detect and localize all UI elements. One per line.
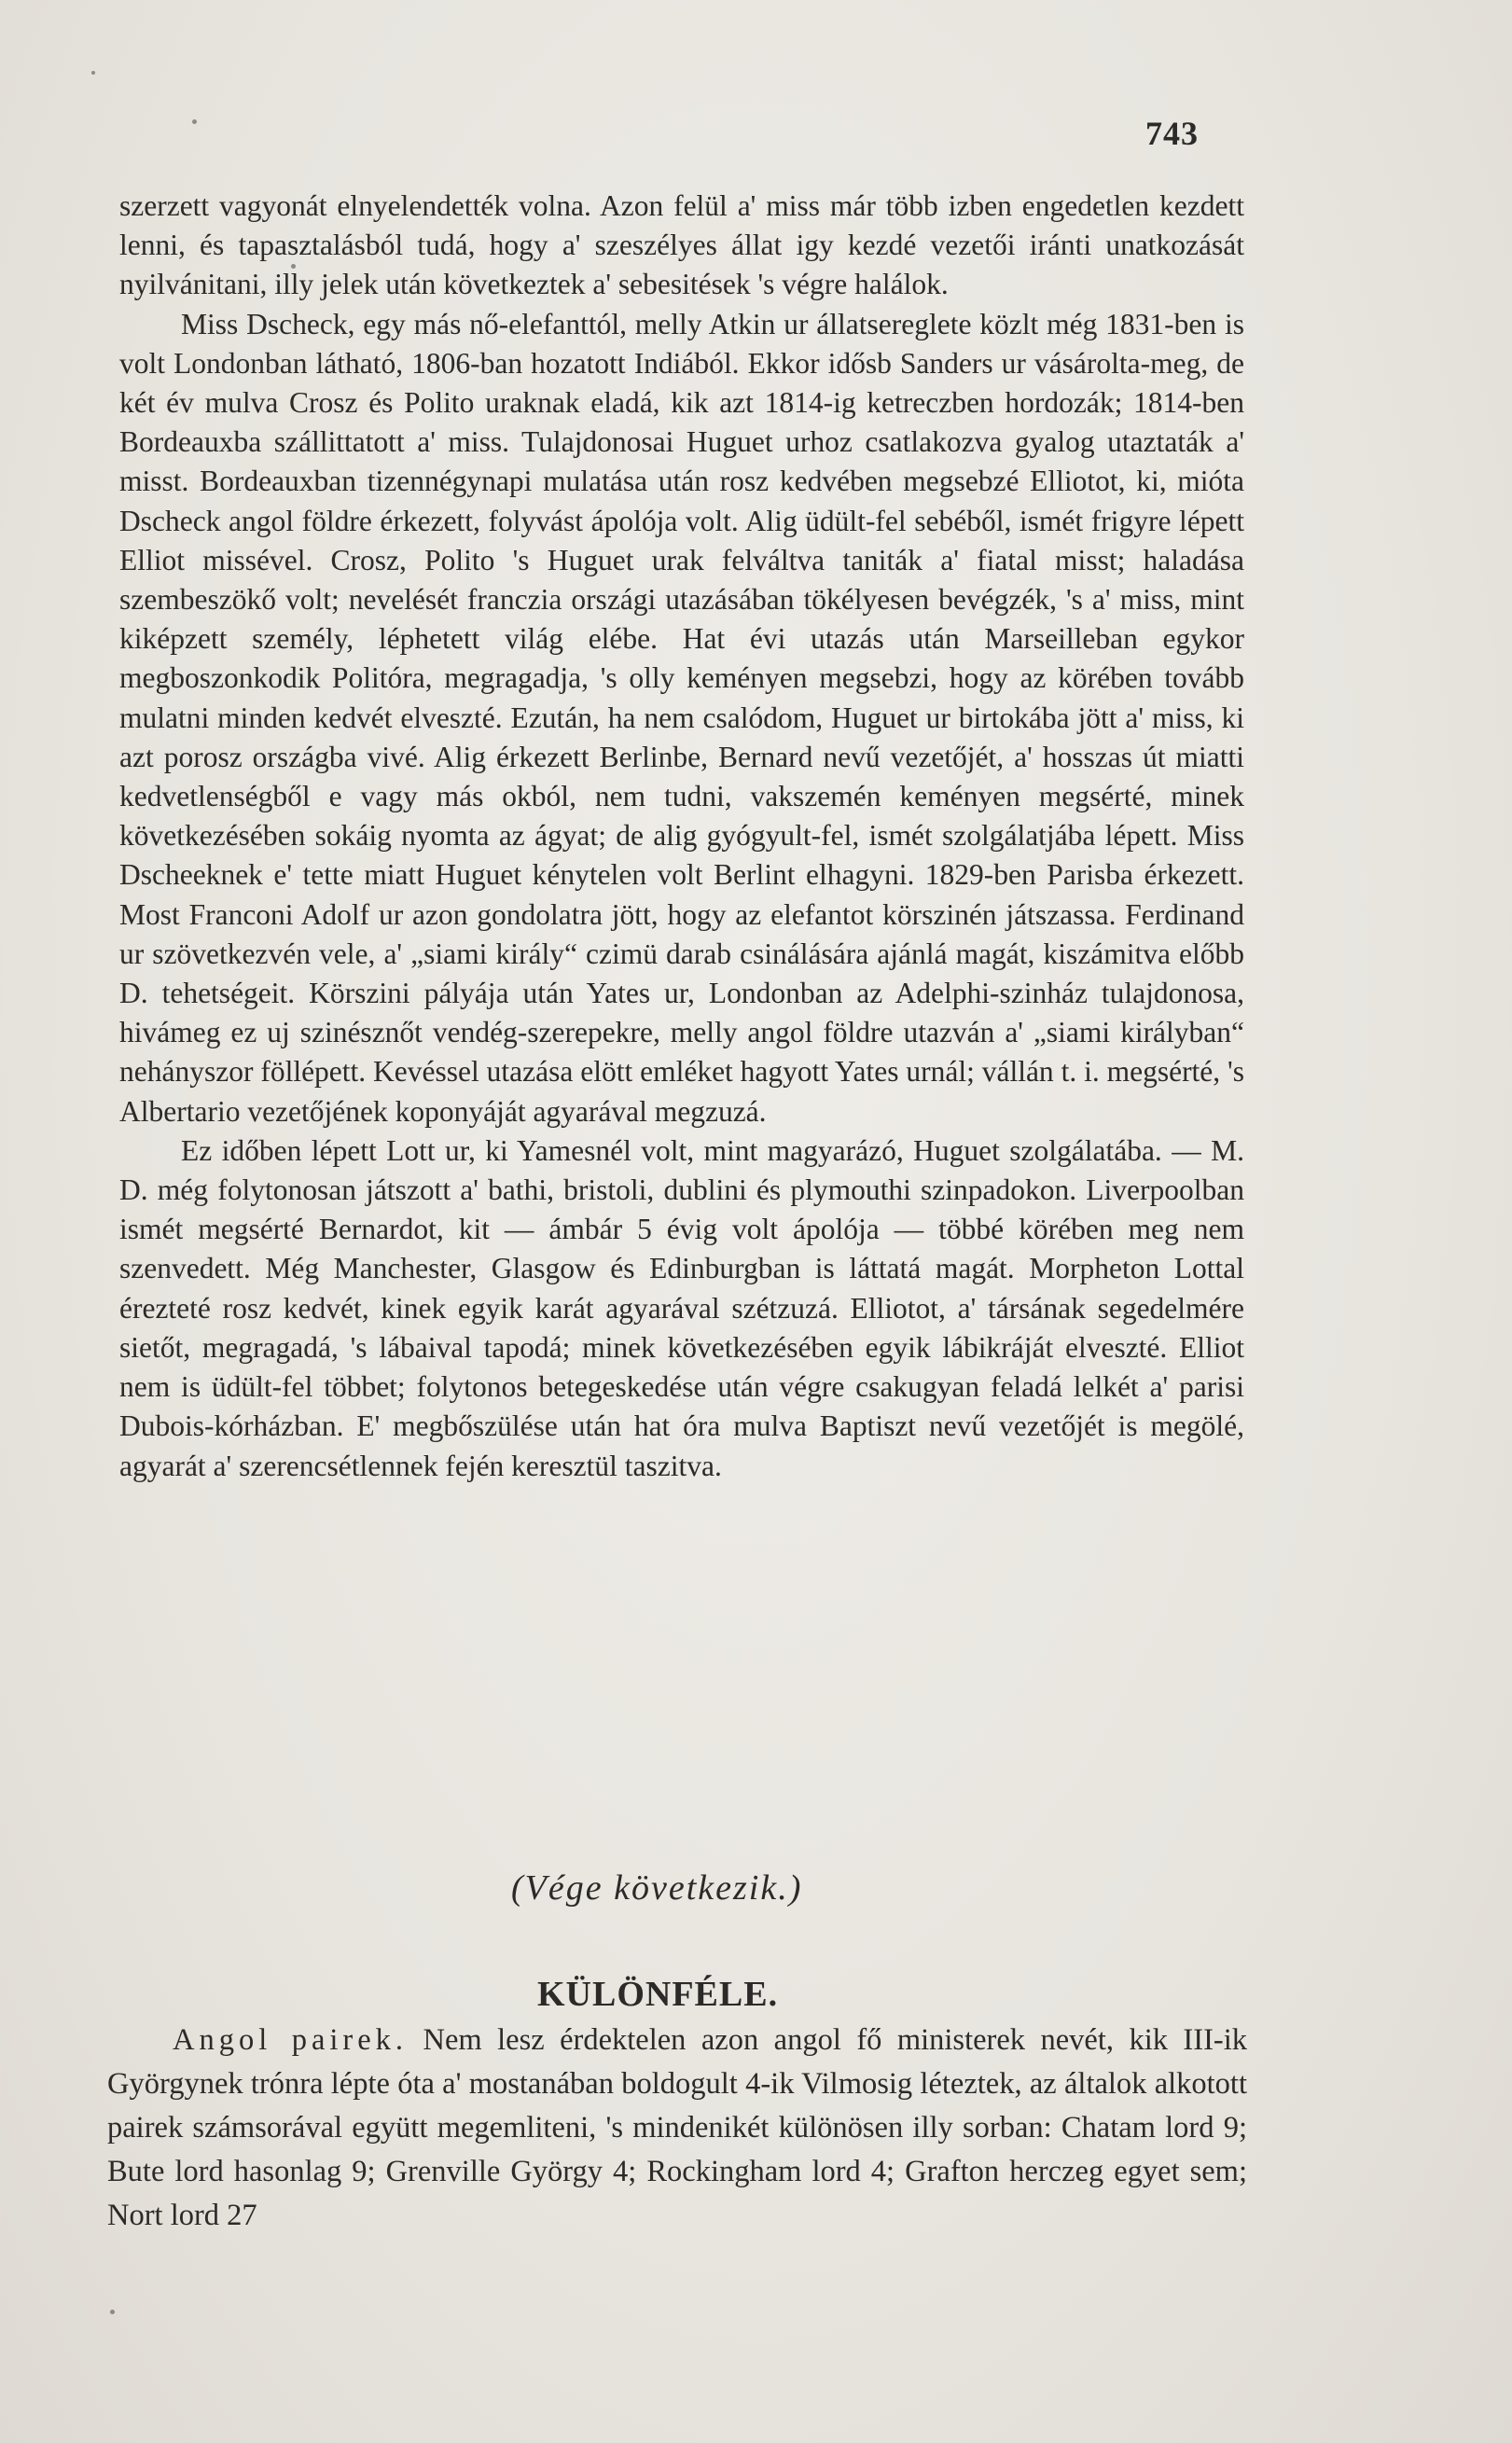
main-text xyxy=(119,187,1244,1486)
paragraph: Miss Dscheck, egy más nő-elefanttól, melly Atkin ur állatsereglete közlt még 1831-ben is volt Londonban látható, 1806-ban hozatott Indiából. Ekkor idősb Sanders ur vásárolta-meg, de két év mulva Crosz és Polito uraknak eladá, kik azt 1814-ig ketreczben hordozák; 1814-ben Bordeauxba szállittatott a' miss. Tulajdonosai Huguet urhoz csatlakozva gyalog utaztaták a' misst. Bordeauxban tizennégynapi mulatása után rosz kedvében megsebzé Elliotot, ki, mióta Dscheck angol földre érkezett, folyvást ápolója volt. Alig üdült-fel sebéből, ismét frigyre lépett Elliot missével. Crosz, Polito 's Huguet urak felváltva taniták a' fiatal misst; haladása szembeszökő volt; nevelését franczia országi utazásában tökélyesen bevégzék, 's a' miss, mint kiképzett személy, léphetett világ elébe. Hat évi utazás után Marseilleban egykor megboszonkodik Politóra, megragadja, 's olly keményen megsebzi, hogy az körében tovább mulatni minden kedvét elveszté. Ezután, ha nem csalódom, Huguet ur birtokába jött a' miss, ki azt porosz országba vivé. Alig érkezett Berlinbe, Bernard nevű vezetőjét, a' hosszas út miatti kedvetlenségből e vagy más okból, nem tudni, vakszemén keményen megsérté, minek következésében sokáig nyomta az ágyat; de alig gyógyult-fel, ismét szolgálatjába lépett. Miss Dscheeknek e' tette miatt Huguet kénytelen volt Berlint elhagyni. 1829-ben Parisba érkezett. Most Franconi Adolf ur azon gondolatra jött, hogy az elefantot körszinén játszassa. Ferdinand ur szövetkezvén vele, a' „siami király“ czimü darab csinálására ajánlá magát, kiszámitva előbb D. tehetségeit. Körszini pályája után Yates ur, Londonban az Adelphi-szinház tulajdonosa, hivámeg ez uj szinésznőt vendég-szerepekre, melly angol földre utazván a' „siami királyban“ nehányszor föllépett. Kevéssel utazása elött emléket hagyott Yates urnál; vállán t. i. megsérté, 's Albertario vezetőjének koponyáját agyarával megzuzá. xyxy=(119,307,1244,1128)
section-title: KÜLÖNFÉLE. xyxy=(537,1975,779,2014)
ink-speck xyxy=(192,119,197,124)
section-lead: Angol pairek. xyxy=(173,2023,409,2057)
paragraph: Ez időben lépett Lott ur, ki Yamesnél volt, mint magyarázó, Huguet szolgálatába. — M. D. még folytonosan játszott a' bathi, bristoli, dublini és plymouthi szinpadokon. Liverpoolban ismét megsérté Bernardot, kit — ámbár 5 évig volt ápolója — többé körében meg nem szenvedett. Még Manchester, Glasgow és Edinburgban is láttatá magát. Morpheton Lottal érezteté rosz kedvét, kinek egyik karát agyarával szétzuzá. Elliotot, a' társának segedelmére sietőt, megragadá, 's lábaival tapodá; minek következésében egyik lábikráját elveszté. Elliot nem is üdült-fel többet; folytonos betegeskedése után végre csakugyan feladá lelkét a' parisi Dubois-kórházban. E' megbőszülése után hat óra mulva Baptiszt nevű vezetőjét is megölé, agyarát a' szerencsétlennek fején keresztül taszitva. xyxy=(119,1133,1244,1482)
section-body: Nem lesz érdektelen azon angol fő ministerek nevét, kik III-ik Györgynek trónra lépte óta a' mostanában boldogult 4-ik Vilmosig léteztek, az általok alkotott pairek számsorával együtt megemliteni, 's mindenikét különösen illy sorban: Chatam lord 9; Bute lord hasonlag 9; Grenville György 4; Rockingham lord 4; Grafton herczeg egyet sem; Nort lord 27 xyxy=(107,2023,1247,2232)
section-paragraph xyxy=(107,2019,1247,2238)
paragraph: szerzett vagyonát elnyelendették volna. Azon felül a' miss már több izben engedetlen kezdett lenni, és tapasztalásból tudá, hogy a' szeszélyes állat igy kezdé vezetői iránti unatkozását nyilvánitani, illy jelek után következtek a' sebesitések 's végre halálok. xyxy=(119,189,1244,301)
ink-speck xyxy=(110,2310,115,2314)
ink-speck xyxy=(91,71,95,75)
page-number: 743 xyxy=(1145,115,1199,152)
continuation-note: (Vége következik.) xyxy=(511,1868,803,1908)
